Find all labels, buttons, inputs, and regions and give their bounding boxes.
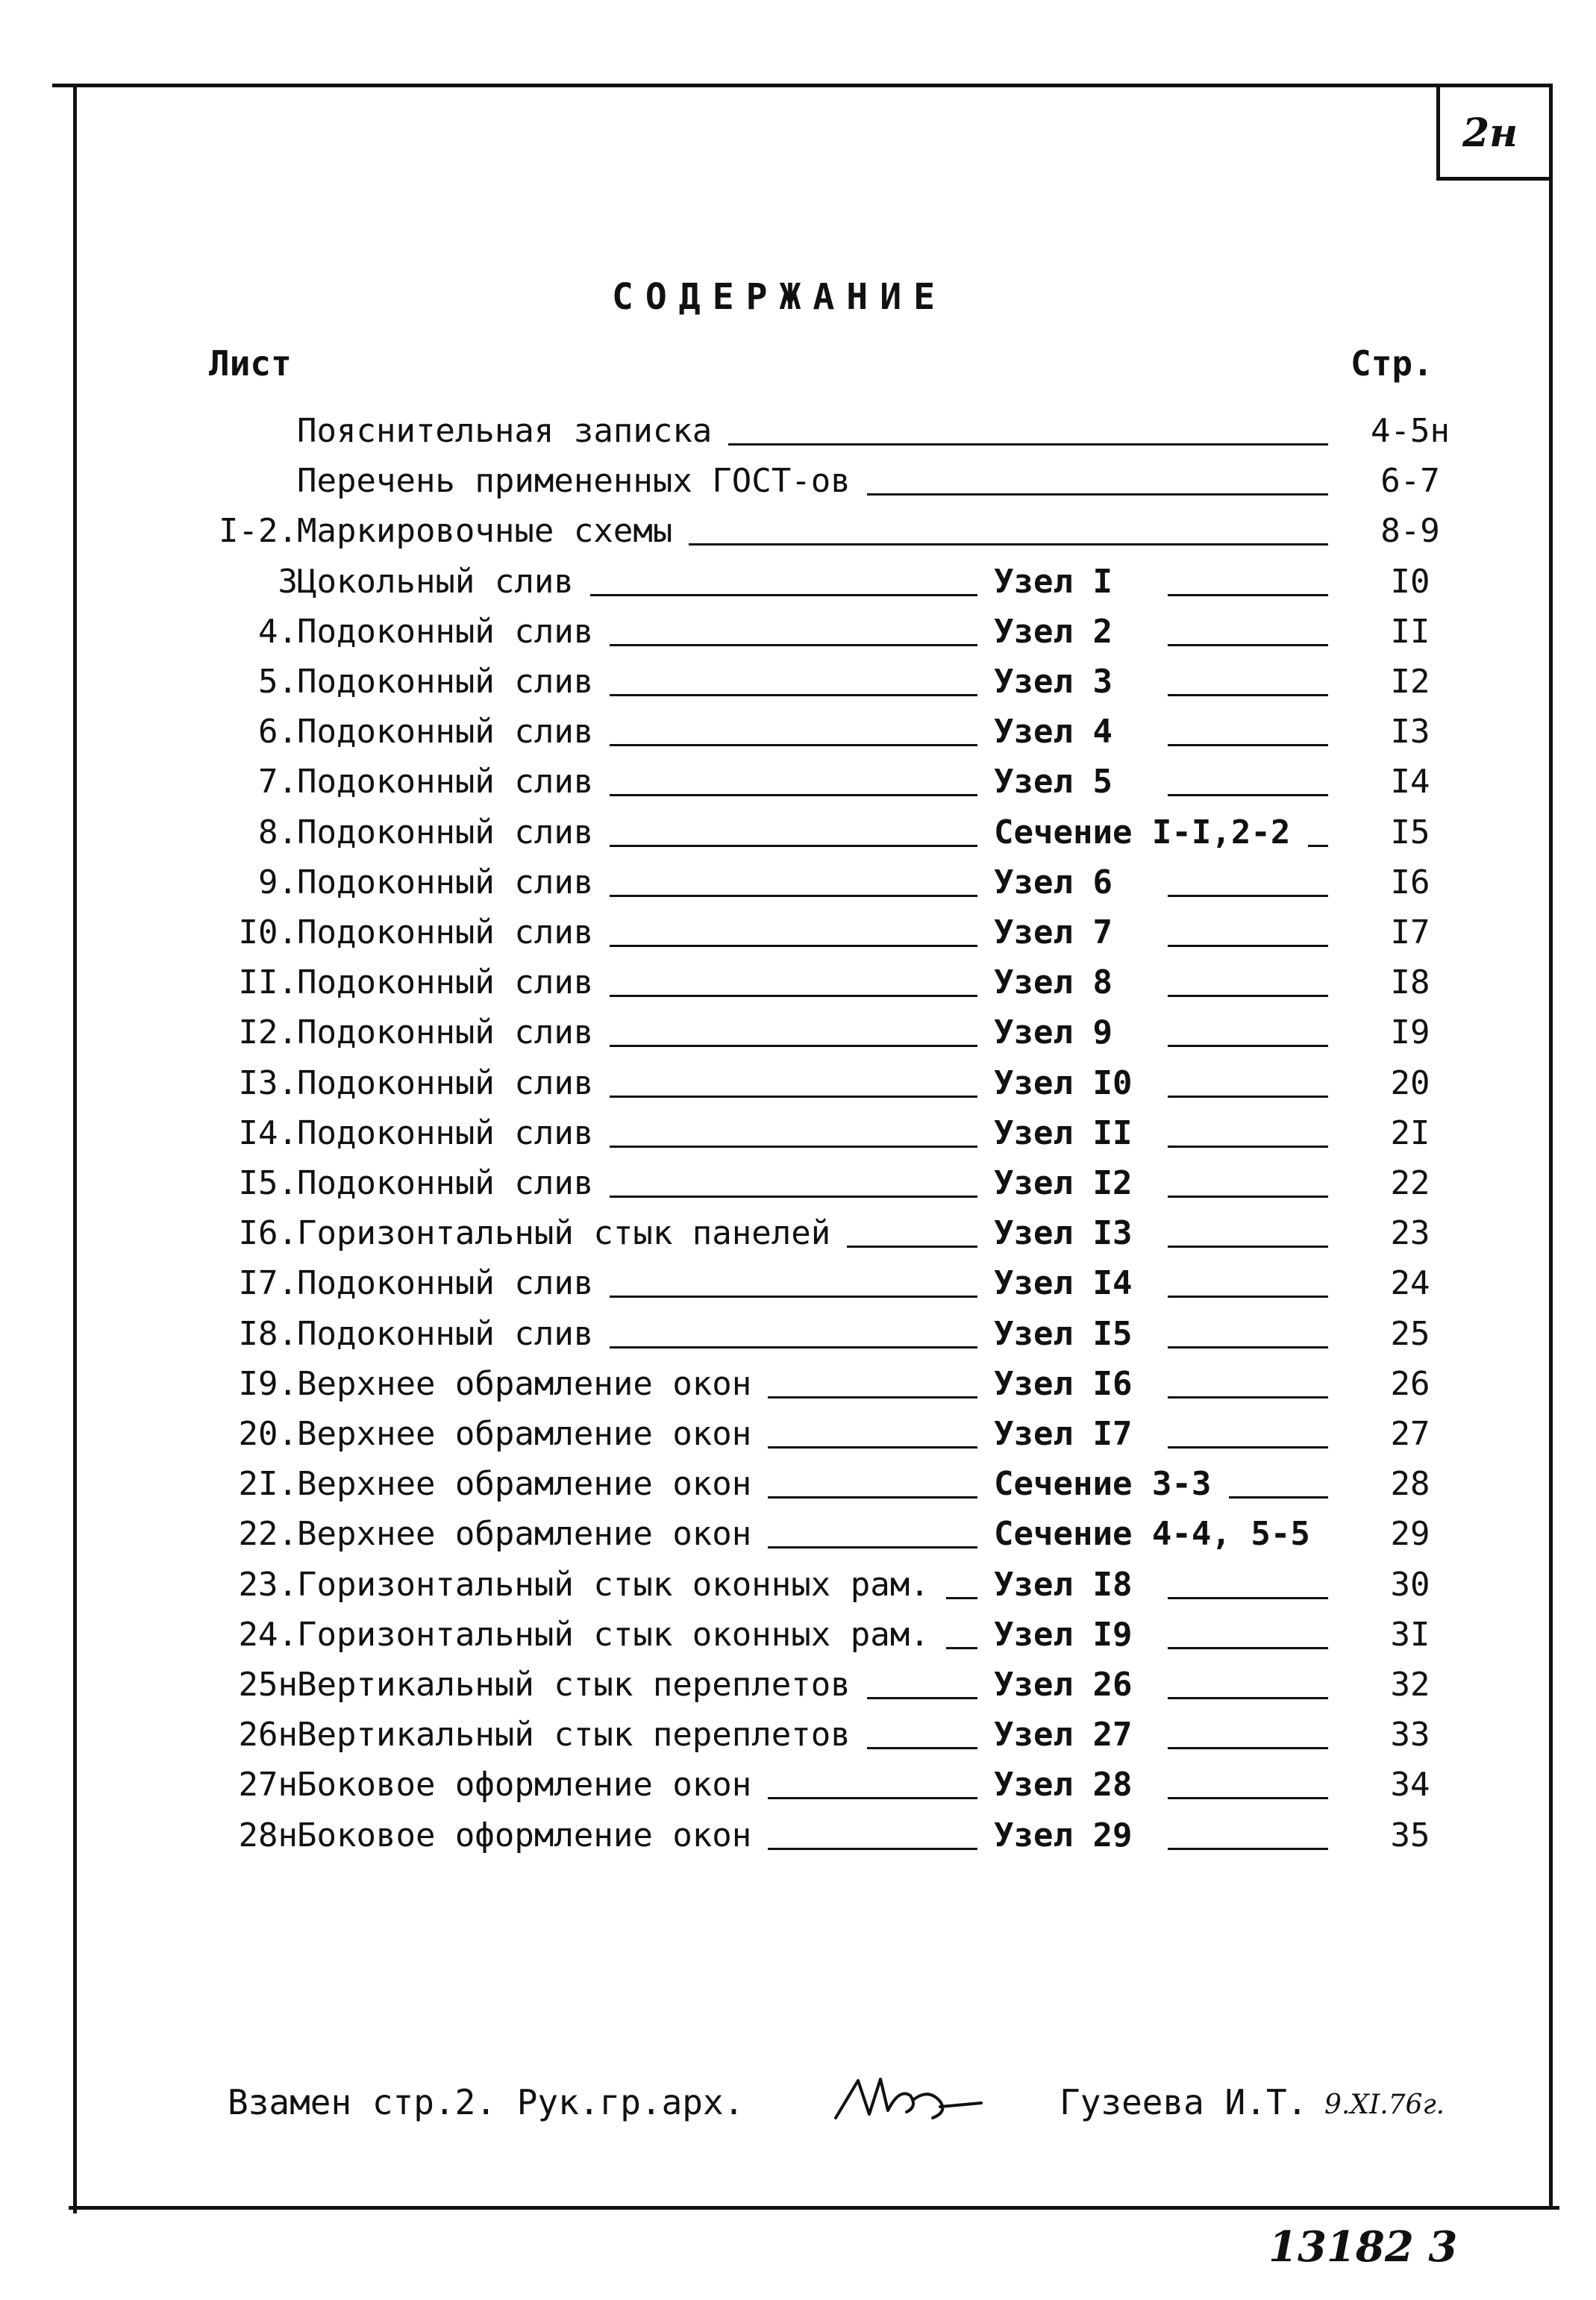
signature (828, 2066, 992, 2133)
toc-sheet-number: I7. (238, 1264, 298, 1303)
toc-page-number: I0 (1390, 562, 1430, 601)
toc-row (0, 560, 1596, 604)
toc-page-number: 35 (1390, 1816, 1430, 1854)
footer-replaces-note: Взамен стр.2. Рук.гр.арх. (228, 2082, 745, 2122)
toc-sheet-number: 24. (238, 1615, 298, 1654)
toc-row (0, 1412, 1596, 1457)
toc-sheet-number: 9. (258, 863, 298, 901)
toc-page-number: 20 (1390, 1063, 1430, 1102)
toc-page-number: 29 (1390, 1515, 1430, 1554)
toc-row (0, 1563, 1596, 1607)
leader-line (1168, 1797, 1328, 1799)
toc-row (0, 1211, 1596, 1256)
page-title: СОДЕРЖАНИЕ (612, 276, 947, 318)
toc-entry-title: Подоконный слив (297, 863, 594, 901)
leader-line (867, 493, 1328, 496)
leader-line (1229, 1496, 1328, 1499)
toc-entry-title: Вертикальный стык переплетов (297, 1716, 851, 1754)
leader-line (610, 794, 977, 796)
toc-node-reference: Узел 8 (994, 963, 1112, 1002)
toc-node-reference: Узел 29 (994, 1816, 1133, 1854)
toc-node-reference: Узел I2 (994, 1164, 1133, 1202)
toc-entry-title: Верхнее обрамление окон (297, 1415, 752, 1453)
toc-sheet-number: I3. (238, 1063, 298, 1102)
leader-line (1168, 1697, 1328, 1699)
leader-line (1168, 1196, 1328, 1198)
toc-sheet-number: 26н (238, 1716, 298, 1754)
leader-line (1168, 1146, 1328, 1148)
toc-entry-title: Подоконный слив (297, 1063, 594, 1102)
toc-sheet-number: I0. (238, 913, 298, 951)
toc-entry-title: Верхнее обрамление окон (297, 1515, 752, 1554)
toc-sheet-number: 27н (238, 1766, 298, 1804)
toc-sheet-number: 25н (238, 1666, 298, 1704)
toc-row (0, 1161, 1596, 1206)
toc-page-number: I4 (1390, 763, 1430, 801)
toc-page-number: 2I (1390, 1113, 1430, 1152)
toc-node-reference: Узел I8 (994, 1565, 1133, 1604)
toc-node-reference: Узел I4 (994, 1264, 1133, 1303)
toc-page-number: I3 (1390, 713, 1430, 751)
toc-row (0, 1362, 1596, 1407)
toc-page-number: 26 (1390, 1364, 1430, 1403)
toc-row (0, 910, 1596, 955)
toc-sheet-number: 4. (258, 612, 298, 651)
leader-line (1168, 794, 1328, 796)
toc-row (0, 1312, 1596, 1357)
frame-top-border (52, 84, 1550, 87)
toc-node-reference: Узел 7 (994, 913, 1112, 951)
leader-line (1168, 1346, 1328, 1349)
leader-line (610, 845, 977, 847)
toc-page-number: 28 (1390, 1465, 1430, 1504)
leader-line (1168, 1296, 1328, 1298)
leader-line (1168, 1848, 1328, 1850)
toc-page-number: 4-5н (1371, 412, 1450, 450)
toc-page-number: 32 (1390, 1666, 1430, 1704)
toc-row (0, 860, 1596, 905)
leader-line (1308, 845, 1328, 847)
toc-sheet-number: 22. (238, 1515, 298, 1554)
toc-sheet-number: 28н (238, 1816, 298, 1854)
toc-node-reference: Сечение 4-4, 5-5 (994, 1515, 1310, 1554)
toc-row (0, 660, 1596, 704)
toc-sheet-number: 20. (238, 1415, 298, 1453)
toc-sheet-number: I5. (238, 1164, 298, 1202)
toc-entry-title: Перечень примененных ГОСТ-ов (297, 462, 851, 501)
toc-sheet-number: I6. (238, 1214, 298, 1253)
leader-line (768, 1546, 977, 1549)
toc-page-number: 24 (1390, 1264, 1430, 1303)
toc-node-reference: Узел I7 (994, 1415, 1133, 1453)
toc-sheet-number: I2. (238, 1013, 298, 1052)
toc-node-reference: Узел 5 (994, 763, 1112, 801)
toc-sheet-number: 2I. (238, 1465, 298, 1504)
toc-sheet-number: 6. (258, 713, 298, 751)
toc-page-number: I8 (1390, 963, 1430, 1002)
toc-node-reference: Узел 26 (994, 1666, 1133, 1704)
toc-node-reference: Узел I6 (994, 1364, 1133, 1403)
leader-line (610, 644, 977, 646)
toc-row (0, 1763, 1596, 1807)
toc-node-reference: Узел 2 (994, 612, 1112, 651)
leader-line (1168, 1045, 1328, 1047)
leader-line (768, 1848, 977, 1850)
toc-entry-title: Горизонтальный стык оконных рам. (297, 1615, 930, 1654)
toc-node-reference: Узел II (994, 1113, 1133, 1152)
leader-line (946, 1647, 977, 1649)
toc-page-number: I9 (1390, 1013, 1430, 1052)
leader-line (1168, 895, 1328, 897)
leader-line (610, 1096, 977, 1098)
toc-entry-title: Подоконный слив (297, 663, 594, 701)
toc-page-number: 6-7 (1380, 462, 1440, 501)
archive-number: 13182 3 (1268, 2222, 1458, 2272)
sheet-number: 2н (1462, 110, 1518, 156)
toc-row (0, 1613, 1596, 1657)
leader-line (847, 1246, 977, 1248)
toc-entry-title: Верхнее обрамление окон (297, 1364, 752, 1403)
toc-node-reference: Узел 3 (994, 663, 1112, 701)
toc-page-number: 23 (1390, 1214, 1430, 1253)
toc-node-reference: Узел 9 (994, 1013, 1112, 1052)
leader-line (1168, 1096, 1328, 1098)
leader-line (768, 1446, 977, 1449)
leader-line (610, 895, 977, 897)
leader-line (610, 694, 977, 696)
toc-page-number: I7 (1390, 913, 1430, 951)
toc-entry-title: Подоконный слив (297, 1164, 594, 1202)
toc-row (0, 1010, 1596, 1055)
leader-line (610, 1196, 977, 1198)
leader-line (1168, 694, 1328, 696)
toc-row (0, 710, 1596, 754)
toc-row (0, 409, 1596, 454)
leader-line (1168, 995, 1328, 997)
toc-row (0, 810, 1596, 855)
footer-date: 9.XI.76г. (1324, 2090, 1445, 2120)
toc-row (0, 509, 1596, 554)
toc-page-number: 33 (1390, 1716, 1430, 1754)
toc-page-number: 3I (1390, 1615, 1430, 1654)
toc-entry-title: Подоконный слив (297, 1013, 594, 1052)
toc-sheet-number: II. (238, 963, 298, 1002)
toc-entry-title: Подоконный слив (297, 913, 594, 951)
leader-line (946, 1597, 977, 1599)
toc-row (0, 1111, 1596, 1156)
leader-line (1168, 1396, 1328, 1399)
toc-node-reference: Сечение I-I,2-2 (994, 813, 1291, 851)
toc-row (0, 1261, 1596, 1306)
leader-line (1168, 1597, 1328, 1599)
toc-row (0, 1813, 1596, 1858)
toc-page-number: 22 (1390, 1164, 1430, 1202)
toc-node-reference: Узел I3 (994, 1214, 1133, 1253)
toc-node-reference: Узел 27 (994, 1716, 1133, 1754)
column-header-sheet: Лист (209, 343, 292, 384)
toc-row (0, 459, 1596, 504)
toc-entry-title: Пояснительная записка (297, 412, 713, 450)
leader-line (1168, 594, 1328, 596)
leader-line (610, 1296, 977, 1298)
leader-line (768, 1496, 977, 1499)
leader-line (1168, 644, 1328, 646)
toc-page-number: I5 (1390, 813, 1430, 851)
toc-sheet-number: I8. (238, 1314, 298, 1353)
toc-row (0, 1462, 1596, 1507)
leader-line (610, 995, 977, 997)
toc-entry-title: Подоконный слив (297, 813, 594, 851)
toc-entry-title: Горизонтальный стык панелей (297, 1214, 831, 1253)
toc-entry-title: Горизонтальный стык оконных рам. (297, 1565, 930, 1604)
toc-sheet-number: 7. (258, 763, 298, 801)
toc-entry-title: Подоконный слив (297, 1113, 594, 1152)
toc-sheet-number: 3 (278, 562, 298, 601)
toc-page-number: I2 (1390, 663, 1430, 701)
toc-row (0, 610, 1596, 654)
toc-sheet-number: I4. (238, 1113, 298, 1152)
leader-line (610, 1146, 977, 1148)
toc-entry-title: Подоконный слив (297, 763, 594, 801)
toc-sheet-number: I9. (238, 1364, 298, 1403)
leader-line (1168, 1647, 1328, 1649)
toc-node-reference: Узел 6 (994, 863, 1112, 901)
toc-node-reference: Узел I0 (994, 1063, 1133, 1102)
toc-node-reference: Узел 28 (994, 1766, 1133, 1804)
toc-page-number: 8-9 (1380, 512, 1440, 551)
toc-entry-title: Подоконный слив (297, 1264, 594, 1303)
toc-node-reference: Узел I5 (994, 1314, 1133, 1353)
toc-entry-title: Подоконный слив (297, 713, 594, 751)
toc-entry-title: Верхнее обрамление окон (297, 1465, 752, 1504)
leader-line (1168, 945, 1328, 947)
toc-row (0, 960, 1596, 1005)
toc-node-reference: Сечение 3-3 (994, 1465, 1212, 1504)
leader-line (768, 1797, 977, 1799)
toc-page-number: II (1390, 612, 1430, 651)
leader-line (768, 1396, 977, 1399)
toc-entry-title: Маркировочные схемы (297, 512, 673, 551)
leader-line (728, 443, 1328, 446)
leader-line (867, 1697, 977, 1699)
toc-page-number: I6 (1390, 863, 1430, 901)
toc-node-reference: Узел I (994, 562, 1112, 601)
leader-line (610, 1346, 977, 1349)
toc-entry-title: Боковое оформление окон (297, 1766, 752, 1804)
toc-sheet-number: 5. (258, 663, 298, 701)
toc-row (0, 1663, 1596, 1707)
toc-sheet-number: 8. (258, 813, 298, 851)
leader-line (610, 945, 977, 947)
toc-entry-title: Боковое оформление окон (297, 1816, 752, 1854)
leader-line (689, 543, 1328, 546)
leader-line (590, 594, 977, 596)
frame-bottom-border (69, 2206, 1559, 2210)
toc-row (0, 760, 1596, 804)
toc-sheet-number: 23. (238, 1565, 298, 1604)
toc-entry-title: Подоконный слив (297, 1314, 594, 1353)
toc-row (0, 1061, 1596, 1106)
toc-entry-title: Цокольный слив (297, 562, 574, 601)
toc-sheet-number: I-2. (219, 512, 298, 551)
leader-line (1168, 1446, 1328, 1449)
toc-row (0, 1713, 1596, 1757)
toc-row (0, 1512, 1596, 1557)
toc-entry-title: Подоконный слив (297, 612, 594, 651)
leader-line (1168, 1246, 1328, 1248)
toc-page-number: 25 (1390, 1314, 1430, 1353)
leader-line (1168, 1747, 1328, 1749)
toc-page-number: 34 (1390, 1766, 1430, 1804)
toc-entry-title: Вертикальный стык переплетов (297, 1666, 851, 1704)
toc-entry-title: Подоконный слив (297, 963, 594, 1002)
footer-name: Гузеева И.Т. (1060, 2082, 1308, 2122)
column-header-page: Стр. (1351, 343, 1433, 384)
leader-line (1168, 744, 1328, 746)
toc-page-number: 30 (1390, 1565, 1430, 1604)
leader-line (867, 1747, 977, 1749)
toc-node-reference: Узел 4 (994, 713, 1112, 751)
toc-page-number: 27 (1390, 1415, 1430, 1453)
leader-line (610, 744, 977, 746)
leader-line (610, 1045, 977, 1047)
toc-node-reference: Узел I9 (994, 1615, 1133, 1654)
